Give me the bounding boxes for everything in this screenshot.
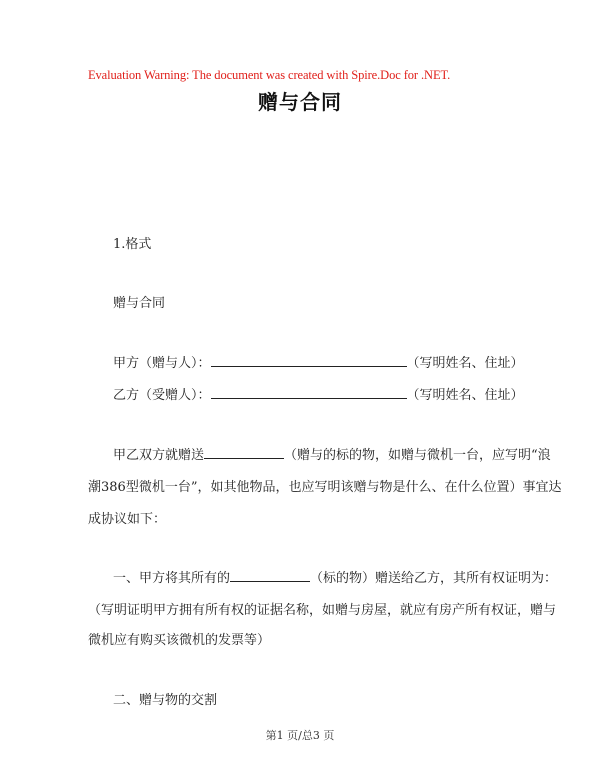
clause-1-line-2: （写明证明甲方拥有所有权的证据名称，如赠与房屋，就应有房产所有权证，赠与 <box>88 603 557 618</box>
agreement-text: （赠与的标的物，如赠与微机一台，应写明“浪 <box>284 448 551 463</box>
clause-1-line-1 <box>113 567 557 586</box>
gift-item-blank <box>204 446 284 459</box>
agreement-line-3: 成协议如下： <box>88 512 167 527</box>
page-footer: 第1 页/总3 页 <box>265 729 335 742</box>
party-a-blank <box>211 354 407 367</box>
agreement-line-1 <box>113 444 551 463</box>
party-b-blank <box>211 386 407 399</box>
agreement-text: 甲乙双方就赠送 <box>113 448 205 463</box>
party-a-hint: （写明姓名、住址） <box>406 356 524 371</box>
party-b-hint: （写明姓名、住址） <box>406 388 524 403</box>
evaluation-warning: Evaluation Warning: The document was created with Spire.Doc for .NET. <box>88 68 451 82</box>
clause-text: （标的物）赠送给乙方，其所有权证明为： <box>310 571 558 586</box>
subject-blank <box>230 569 310 582</box>
party-a-line <box>113 352 524 371</box>
agreement-line-2: 潮386型微机一台”，如其他物品，也应写明该赠与物是什么、在什么位置）事宜达 <box>88 480 562 495</box>
contract-name: 赠与合同 <box>113 296 166 311</box>
section-heading: 1.格式 <box>113 237 152 252</box>
party-b-line <box>113 384 524 403</box>
clause-text: 一、甲方将其所有的 <box>113 571 231 586</box>
party-a-label: 甲方（赠与人）： <box>113 356 211 371</box>
party-b-label: 乙方（受赠人）： <box>113 388 211 403</box>
page-title: 赠与合同 <box>258 90 342 114</box>
clause-2-heading: 二、赠与物的交割 <box>113 693 218 708</box>
clause-1-line-3: 微机应有购买该微机的发票等） <box>88 633 271 648</box>
